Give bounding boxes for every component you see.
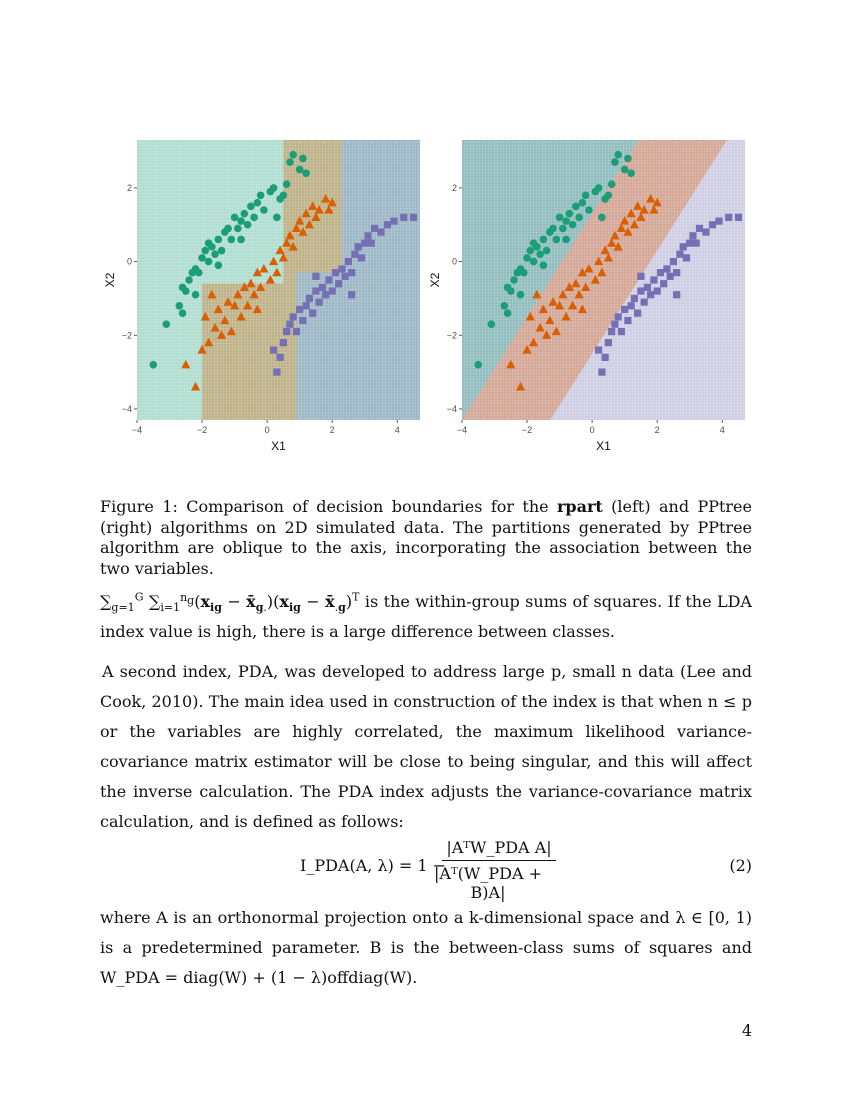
data-point xyxy=(241,210,249,218)
data-point xyxy=(595,346,602,353)
y-tick-label: −2 xyxy=(446,330,457,341)
data-point xyxy=(390,217,397,224)
data-point xyxy=(371,225,378,232)
data-point xyxy=(273,369,280,376)
data-point xyxy=(540,236,548,244)
sum-formula: $\sum_{g=1}^G$ $\sum_{i=1}^{n_g}(x_{ig}$ − $x̄_{g.})(x_{ig}$ − $x̄_{.g})^T$ xyxy=(100,590,360,615)
data-point xyxy=(211,250,219,258)
data-point xyxy=(585,206,593,214)
x-tick-label: 4 xyxy=(394,425,400,435)
paragraph-pda xyxy=(100,657,752,837)
data-point xyxy=(735,214,742,221)
data-point xyxy=(286,158,294,166)
x-tick-label: 2 xyxy=(329,425,335,435)
data-point xyxy=(283,328,290,335)
data-point xyxy=(657,269,664,276)
data-point xyxy=(384,221,391,228)
data-point xyxy=(338,265,345,272)
data-point xyxy=(614,151,622,159)
data-point xyxy=(637,287,644,294)
data-point xyxy=(149,361,157,369)
caption-bold: rpart xyxy=(556,497,603,516)
data-point xyxy=(689,232,696,239)
data-point xyxy=(312,273,319,280)
data-point xyxy=(631,295,638,302)
equation-number: (2) xyxy=(729,856,752,875)
data-point xyxy=(520,269,528,277)
data-point xyxy=(280,339,287,346)
figure-label: Figure 1: xyxy=(100,497,178,516)
data-point xyxy=(680,243,687,250)
equation-body xyxy=(300,838,660,902)
data-point xyxy=(377,229,384,236)
data-point xyxy=(257,191,265,199)
data-point xyxy=(270,184,278,192)
data-point xyxy=(602,354,609,361)
data-point xyxy=(231,214,239,222)
data-point xyxy=(289,151,297,159)
data-point xyxy=(215,261,223,269)
data-point xyxy=(686,240,693,247)
y-tick-label: 2 xyxy=(451,182,457,193)
data-point xyxy=(673,291,680,298)
data-point xyxy=(598,369,605,376)
data-point xyxy=(474,361,482,369)
data-point xyxy=(618,328,625,335)
data-point xyxy=(621,306,628,313)
data-point xyxy=(270,346,277,353)
data-point xyxy=(598,214,606,222)
data-point xyxy=(306,295,313,302)
data-point xyxy=(296,306,303,313)
data-point xyxy=(663,265,670,272)
data-point xyxy=(195,269,203,277)
data-point xyxy=(693,240,700,247)
data-point xyxy=(250,214,258,222)
data-point xyxy=(400,214,407,221)
y-tick-label: −4 xyxy=(446,403,457,414)
data-point xyxy=(533,243,541,251)
data-point xyxy=(224,225,232,233)
plot-svg xyxy=(100,130,430,460)
data-point xyxy=(244,221,252,229)
data-point xyxy=(316,299,323,306)
x-axis-label: X1 xyxy=(271,439,286,453)
y-tick-label: −4 xyxy=(121,403,132,414)
x-tick-label: −2 xyxy=(521,425,533,435)
caption-pre: Comparison of decision boundaries for the xyxy=(177,497,557,516)
data-point xyxy=(277,354,284,361)
data-point xyxy=(351,251,358,258)
data-point xyxy=(179,309,187,317)
data-point xyxy=(303,302,310,309)
data-point xyxy=(234,225,242,233)
x-tick-label: 2 xyxy=(654,425,660,435)
data-point xyxy=(355,243,362,250)
data-point xyxy=(299,155,307,163)
data-point xyxy=(293,328,300,335)
data-point xyxy=(595,184,603,192)
data-point xyxy=(540,261,548,269)
caption-post: (left) and PPtree (right) algorithms on 2D simulated data. The partitions generated by PPtree algorithm are oblique to the axis, incorporating the association between the two variables. xyxy=(100,497,752,578)
data-point xyxy=(348,269,355,276)
y-tick-label: 0 xyxy=(451,256,457,267)
pptree-decision-boundary-plot xyxy=(425,130,755,460)
data-point xyxy=(683,254,690,261)
data-point xyxy=(530,258,538,266)
x-axis-label: X1 xyxy=(596,439,611,453)
data-point xyxy=(654,287,661,294)
data-point xyxy=(182,287,190,295)
equation-lhs: I_PDA(A, λ) = 1 − xyxy=(300,856,447,875)
data-point xyxy=(725,214,732,221)
y-tick-label: 0 xyxy=(126,256,132,267)
data-point xyxy=(345,258,352,265)
paragraph-text: A second index, PDA, was developed to address large p, small n data (Lee and Cook, 2010). The main idea used in construction of the index is that when n ≤ p or the variables are highly correlated, the maximum likelihood variance-covariance matrix estimator will be close to being singular, and this will affect the inverse calculation. The PDA index adjusts the variance-covariance matrix calculation, and is defined as follows: xyxy=(100,662,752,831)
data-point xyxy=(553,236,561,244)
data-point xyxy=(676,251,683,258)
data-point xyxy=(348,291,355,298)
equation-numerator: |AᵀW_PDA A| xyxy=(442,838,556,861)
data-point xyxy=(237,217,245,225)
data-point xyxy=(296,166,304,174)
data-point xyxy=(247,203,255,211)
data-point xyxy=(198,254,206,262)
data-point xyxy=(582,191,590,199)
data-point xyxy=(556,214,564,222)
paragraph-definitions xyxy=(100,903,752,993)
data-point xyxy=(185,276,193,284)
data-point xyxy=(559,225,567,233)
x-tick-label: −4 xyxy=(131,425,143,435)
equation-2 xyxy=(100,838,752,902)
x-tick-label: 4 xyxy=(719,425,725,435)
data-point xyxy=(335,280,342,287)
data-point xyxy=(215,236,223,244)
data-point xyxy=(162,320,170,328)
equation-denominator: |Aᵀ(W_PDA + B)A| xyxy=(434,864,542,902)
data-point xyxy=(549,225,557,233)
data-point xyxy=(715,217,722,224)
x-tick-label: 0 xyxy=(264,425,270,435)
data-point xyxy=(536,250,544,258)
data-point xyxy=(342,273,349,280)
data-point xyxy=(175,302,183,310)
data-point xyxy=(611,321,618,328)
data-point xyxy=(667,273,674,280)
data-point xyxy=(205,258,213,266)
data-point xyxy=(579,199,587,207)
data-point xyxy=(510,276,518,284)
data-point xyxy=(647,291,654,298)
data-point xyxy=(615,313,622,320)
data-point xyxy=(325,276,332,283)
data-point xyxy=(283,180,291,188)
data-point xyxy=(312,287,319,294)
data-point xyxy=(624,155,632,163)
data-point xyxy=(218,247,226,255)
data-point xyxy=(208,243,216,251)
data-point xyxy=(309,310,316,317)
data-point xyxy=(254,199,262,207)
data-point xyxy=(322,291,329,298)
data-point xyxy=(487,320,495,328)
data-point xyxy=(627,169,635,177)
data-point xyxy=(361,240,368,247)
data-point xyxy=(641,299,648,306)
data-point xyxy=(624,317,631,324)
data-point xyxy=(605,339,612,346)
page-number: 4 xyxy=(741,1021,752,1040)
x-tick-label: −2 xyxy=(196,425,208,435)
data-point xyxy=(290,313,297,320)
data-point xyxy=(566,210,574,218)
data-point xyxy=(504,309,512,317)
data-point xyxy=(628,302,635,309)
x-tick-label: −4 xyxy=(456,425,468,435)
x-tick-label: 0 xyxy=(589,425,595,435)
rpart-decision-boundary-plot xyxy=(100,130,430,460)
figure-caption xyxy=(100,497,752,579)
data-point xyxy=(650,276,657,283)
data-point xyxy=(319,284,326,291)
plot-svg xyxy=(425,130,755,460)
data-point xyxy=(410,214,417,221)
data-point xyxy=(702,229,709,236)
data-point xyxy=(660,280,667,287)
data-point xyxy=(228,236,236,244)
data-point xyxy=(709,221,716,228)
data-point xyxy=(605,191,613,199)
data-point xyxy=(608,328,615,335)
data-point xyxy=(621,166,629,174)
y-tick-label: −2 xyxy=(121,330,132,341)
data-point xyxy=(302,169,310,177)
data-point xyxy=(368,240,375,247)
data-point xyxy=(543,247,551,255)
data-point xyxy=(575,214,583,222)
data-point xyxy=(696,225,703,232)
data-point xyxy=(637,273,644,280)
data-point xyxy=(562,236,570,244)
data-point xyxy=(329,287,336,294)
y-axis-label: X2 xyxy=(103,272,117,288)
data-point xyxy=(670,258,677,265)
data-point xyxy=(527,247,535,255)
data-point xyxy=(562,217,570,225)
y-axis-label: X2 xyxy=(428,272,442,288)
data-point xyxy=(358,254,365,261)
data-point xyxy=(332,269,339,276)
equation-fraction xyxy=(420,838,556,902)
data-point xyxy=(202,247,210,255)
data-point xyxy=(523,254,531,262)
data-point xyxy=(500,302,508,310)
data-point xyxy=(286,321,293,328)
data-point xyxy=(280,191,288,199)
data-point xyxy=(569,221,577,229)
data-point xyxy=(192,291,200,299)
data-point xyxy=(634,310,641,317)
data-point xyxy=(611,158,619,166)
y-tick-label: 2 xyxy=(126,182,132,193)
paragraph-text: is the within-group sums of squares. If the LDA index value is high, there is a large difference between classes. xyxy=(100,592,752,641)
data-point xyxy=(673,269,680,276)
data-point xyxy=(507,287,515,295)
data-point xyxy=(273,214,281,222)
paragraph-text: where A is an orthonormal projection onto a k-dimensional space and λ ∈ [0, 1) is a predetermined parameter. B is the between-class sums of squares and W_PDA = diag(W) + (1 − λ)offdiag(W). xyxy=(100,908,752,987)
data-point xyxy=(608,180,616,188)
data-point xyxy=(644,284,651,291)
data-point xyxy=(364,232,371,239)
data-point xyxy=(299,317,306,324)
data-point xyxy=(572,203,580,211)
data-point xyxy=(237,236,245,244)
data-point xyxy=(517,291,525,299)
paragraph-within-group xyxy=(100,587,752,647)
data-point xyxy=(260,206,268,214)
